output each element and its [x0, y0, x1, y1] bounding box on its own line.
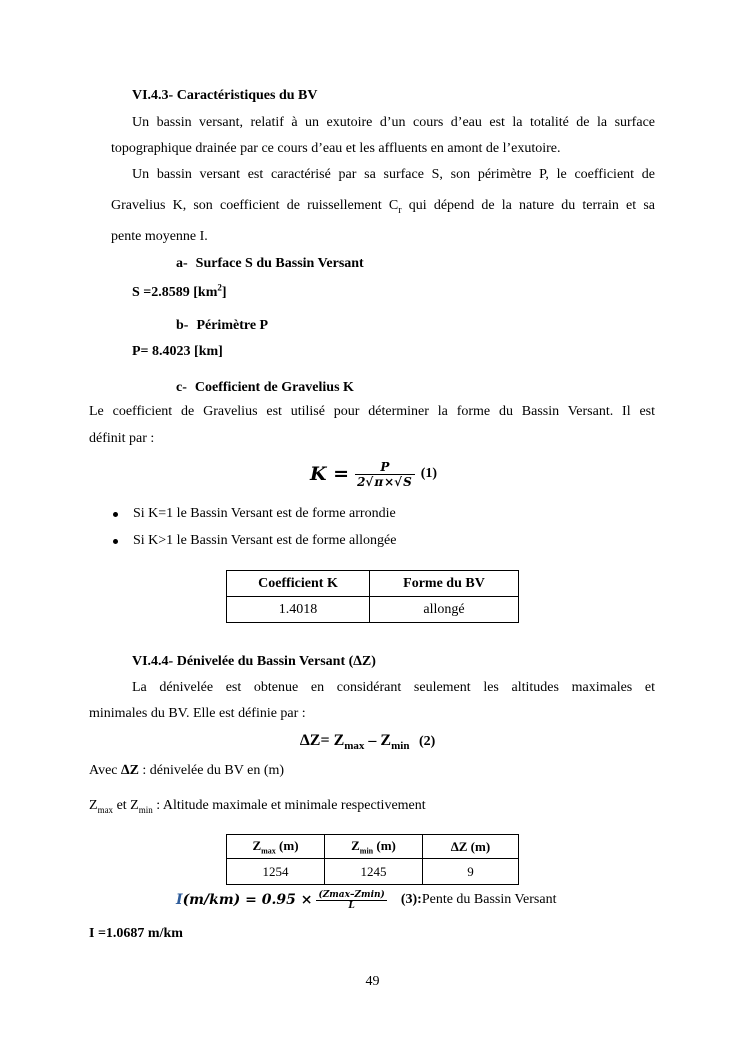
gravelius-formula: K = $\frac{P}{2√\pi\times√S}$ (1)	[310, 459, 438, 489]
denivelee-table	[226, 834, 519, 885]
paragraph-line: topographique drainée par ce cours d’eau et les affluents en amont de l’exutoire.	[111, 141, 561, 156]
paragraph-line: La dénivelée est obtenue en considérant seulement les altitudes maximales et	[132, 680, 655, 695]
table-header-cell: $Z_{min}$ (m)	[325, 835, 423, 859]
table-header-row	[227, 835, 519, 859]
gravelius-table	[226, 570, 519, 623]
bullet-item: Si K>1 le Bassin Versant est de forme allongée	[133, 533, 397, 548]
subsection-heading-gravelius: c- Coefficient de Gravelius K	[176, 380, 354, 395]
table-row	[227, 859, 519, 885]
slope-value: I =1.0687 m/km	[89, 926, 183, 941]
table-cell: 1254	[227, 859, 325, 885]
bullet-dot	[113, 512, 118, 517]
table-header-cell: Forme du BV	[370, 571, 519, 597]
table-cell: 1.4018	[227, 597, 370, 623]
gravelius-fraction: $\frac{P}{2√\pi\times√S}$	[355, 460, 415, 489]
paragraph-line: Un bassin versant est caractérisé par sa surface S, son périmètre P, le coefficient de	[132, 167, 655, 182]
table-header-row	[227, 571, 519, 597]
table-header-cell: ∆Z (m)	[423, 835, 519, 859]
subsection-heading-surface: a- Surface S du Bassin Versant	[176, 256, 364, 271]
z-definition-line: $Z_{max}$ et $Z_{min}$ : Altitude maximale et minimale respectivement	[89, 798, 426, 815]
paragraph-line: Un bassin versant, relatif à un exutoire d’un cours d’eau est la totalité de la surface	[132, 115, 655, 130]
table-header-cell: Coefficient K	[227, 571, 370, 597]
paragraph-line: minimales du BV. Elle est définie par :	[89, 706, 306, 721]
table-header-cell: $Z_{max}$ (m)	[227, 835, 325, 859]
page-number: 49	[365, 974, 380, 989]
paragraph-line: Gravelius K, son coefficient de ruissellement $C_r$ qui dépend de la nature du terrain et sa	[111, 198, 655, 216]
section-heading-bv: VI.4.3- Caractéristiques du BV	[132, 88, 318, 103]
surface-value: S =2.8589 $[km^2]$	[132, 282, 227, 300]
avec-line: Avec ∆Z : dénivelée du BV en (m)	[89, 763, 285, 778]
paragraph-line: Le coefficient de Gravelius est utilisé pour déterminer la forme du Bassin Versant. Il est	[89, 404, 655, 419]
paragraph-line: définit par :	[89, 431, 155, 446]
table-cell: 9	[423, 859, 519, 885]
subsection-heading-perimeter: b- Périmètre P	[176, 318, 269, 333]
table-cell: allongé	[370, 597, 519, 623]
paragraph-line: pente moyenne I.	[111, 229, 208, 244]
denivelee-formula: $\Delta Z= Z_{max} - Z_{min}$ (2)	[300, 732, 436, 753]
bullet-dot	[113, 539, 118, 544]
table-cell: 1245	[325, 859, 423, 885]
perimeter-value: P= 8.4023 [km]	[132, 344, 223, 359]
slope-formula: I (m/km) = 0.95 × $\frac{(Zmax-Zmin)}{L}$ (3): Pente du Bassin Versant	[176, 889, 557, 911]
section-heading-denivelee: VI.4.4- Dénivelée du Bassin Versant (∆Z)	[132, 654, 376, 669]
slope-fraction: $\frac{(Zmax-Zmin)}{L}$	[318, 889, 385, 911]
bullet-item: Si K=1 le Bassin Versant est de forme arrondie	[133, 506, 396, 521]
table-row	[227, 597, 519, 623]
